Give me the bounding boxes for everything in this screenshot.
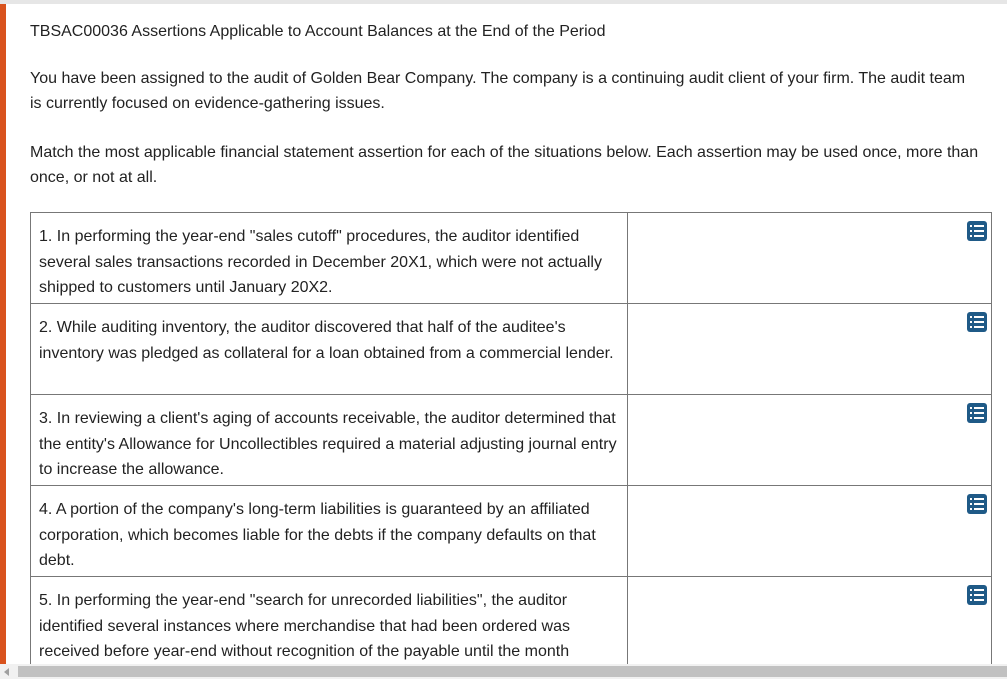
question-text: 5. In performing the year-end "search for unrecorded liabilities", the auditor identified several instances where merchandise that had been ordered was received before year-end without recognition of the payable until the month bbox=[39, 592, 570, 660]
answer-cell[interactable] bbox=[628, 486, 992, 577]
table-row bbox=[31, 486, 992, 577]
question-content bbox=[30, 4, 1007, 664]
list-icon[interactable] bbox=[967, 221, 987, 241]
chevron-left-icon[interactable] bbox=[2, 667, 12, 677]
list-icon[interactable] bbox=[967, 585, 987, 605]
table-row bbox=[31, 213, 992, 304]
table-row bbox=[31, 395, 992, 486]
question-cell bbox=[31, 304, 628, 395]
question-text: 4. A portion of the company's long-term liabilities is guaranteed by an affiliated corporation, which becomes liable for the debts if the company defaults on that debt. bbox=[39, 501, 596, 569]
answer-cell[interactable] bbox=[628, 577, 992, 665]
horizontal-scrollbar[interactable] bbox=[0, 664, 1007, 679]
answer-cell[interactable] bbox=[628, 395, 992, 486]
question-cell bbox=[31, 213, 628, 304]
page-title: TBSAC00036 Assertions Applicable to Account Balances at the End of the Period bbox=[30, 23, 606, 40]
answer-cell[interactable] bbox=[628, 304, 992, 395]
scrollbar-thumb[interactable] bbox=[18, 666, 1007, 677]
question-text: 1. In performing the year-end "sales cutoff" procedures, the auditor identified several sales transactions recorded in December 20X1, which were not actually shipped to customers until January 20X2. bbox=[39, 228, 602, 296]
question-cell bbox=[31, 395, 628, 486]
table-row bbox=[31, 577, 992, 665]
instructions-paragraph: Match the most applicable financial statement assertion for each of the situations below. Each assertion may be used once, more than once, or not at all. bbox=[30, 144, 979, 186]
question-cell bbox=[31, 486, 628, 577]
question-text: 2. While auditing inventory, the auditor discovered that half of the auditee's inventory was pledged as collateral for a loan obtained from a commercial lender. bbox=[39, 319, 614, 362]
answer-cell[interactable] bbox=[628, 213, 992, 304]
table-row bbox=[31, 304, 992, 395]
intro-paragraph: You have been assigned to the audit of Golden Bear Company. The company is a continuing audit client of your firm. The audit team is currently focused on evidence-gathering issues. bbox=[30, 70, 966, 112]
accent-bar bbox=[0, 4, 6, 664]
list-icon[interactable] bbox=[967, 494, 987, 514]
list-icon[interactable] bbox=[967, 312, 987, 332]
list-icon[interactable] bbox=[967, 403, 987, 423]
matching-table bbox=[30, 212, 992, 664]
question-cell bbox=[31, 577, 628, 665]
question-text: 3. In reviewing a client's aging of accounts receivable, the auditor determined that the entity's Allowance for Uncollectibles required a material adjusting journal entry to increase the allowance. bbox=[39, 410, 617, 478]
